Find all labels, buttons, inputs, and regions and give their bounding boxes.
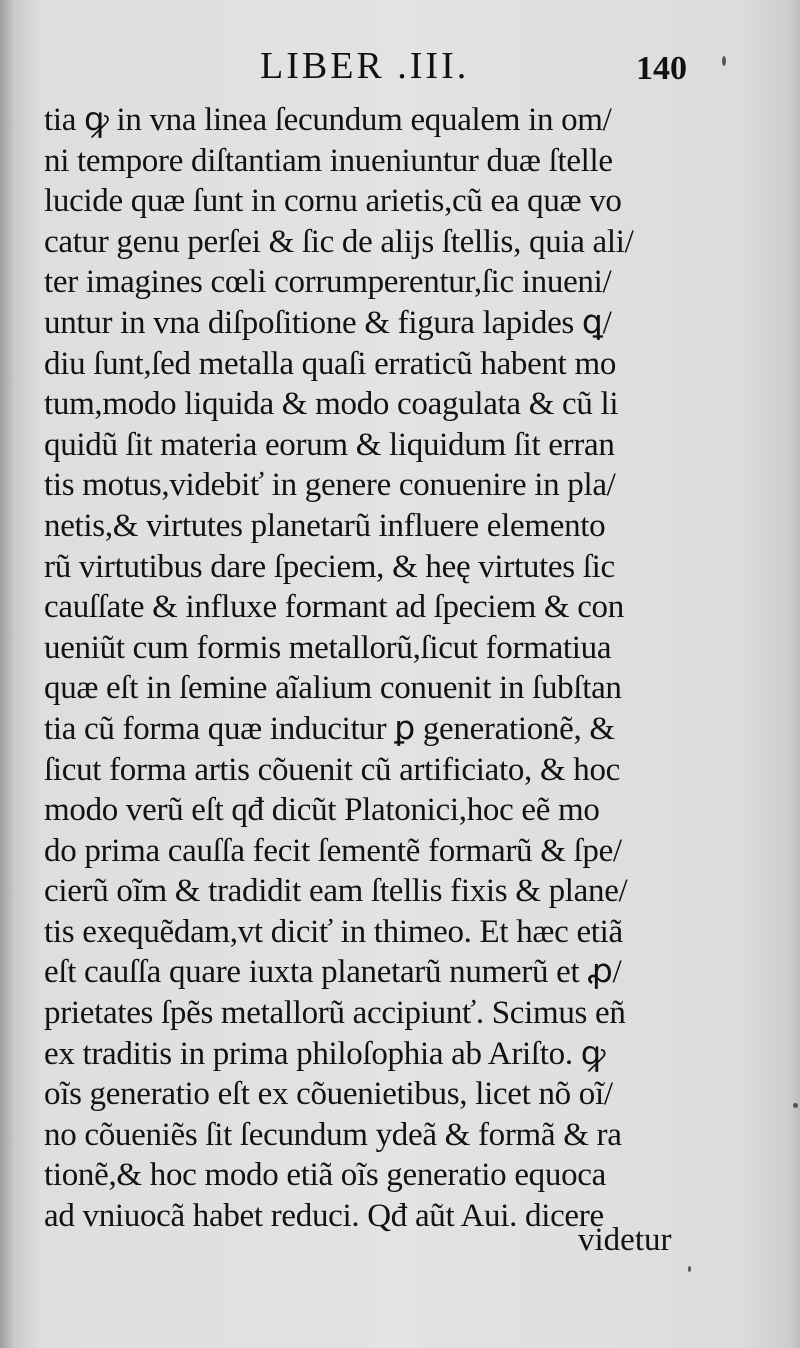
- text-line: netis,& virtutes planetarũ influere elemento: [44, 507, 606, 544]
- text-line: modo verũ eſt qđ dicũt Platonici,hoc eẽ mo: [44, 792, 600, 829]
- ink-speck: [688, 1266, 691, 1272]
- text-line: tia cũ forma quæ inducitur ꝑ generationẽ, &: [44, 710, 615, 747]
- text-line: ex traditis in prima philoſophia ab Ariſto. ꝙ: [44, 1035, 606, 1072]
- text-line: quæ eſt in ſemine aĩalium conuenit in ſubſtan: [44, 670, 622, 707]
- catchword: videtur: [578, 1222, 672, 1258]
- ink-speck: [722, 56, 726, 66]
- text-line: rũ virtutibus dare ſpeciem, & heę virtutes ſic: [44, 548, 615, 585]
- text-line: lucide quæ ſunt in cornu arietis,cũ ea quæ vo: [44, 183, 622, 220]
- text-line: tis motus,videbiť in genere conuenire in pla/: [44, 467, 616, 504]
- text-line: eſt cauſſa quare iuxta planetarũ numerũ et ꝓ/: [44, 954, 622, 991]
- text-line: diu ſunt,ſed metalla quaſi erraticũ habent mo: [44, 345, 617, 382]
- page-header: [0, 44, 800, 98]
- text-line: tum,modo liquida & modo coagulata & cũ li: [44, 386, 619, 423]
- text-line: quidũ ſit materia eorum & liquidum ſit erran: [44, 426, 615, 463]
- text-block: [44, 100, 700, 1237]
- text-line: no cõueniẽs ſit ſecundum ydeã & formã & ra: [44, 1116, 622, 1153]
- text-line: cierũ oĩm & tradidit eam ſtellis fixis & plane/: [44, 873, 628, 910]
- text-line: catur genu perſei & ſic de alijs ſtellis, quia ali/: [44, 223, 634, 260]
- text-line: prietates ſpẽs metallorũ accipiunť. Scimus eñ: [44, 995, 626, 1032]
- text-line: ni tempore diſtantiam inueniuntur duæ ſtelle: [44, 142, 613, 179]
- text-line: do prima cauſſa fecit ſementẽ formarũ & ſpe/: [44, 832, 622, 869]
- running-head: LIBER .III.: [260, 45, 470, 87]
- text-line: tia ꝙ in vna linea ſecundum equalem in om/: [44, 102, 612, 138]
- text-line: ueniũt cum formis metallorũ,ſicut formatiua: [44, 629, 612, 666]
- text-line: untur in vna diſpoſitione & figura lapides ꝗ/: [44, 304, 612, 341]
- text-line: ad vniuocã habet reduci. Qđ aũt Aui. dicere: [44, 1198, 604, 1235]
- text-line: ter imagines cœli corrumperentur,ſic inueni/: [44, 264, 612, 301]
- ink-speck: [793, 1103, 798, 1108]
- text-line: oĩs generatio eſt ex cõuenietibus, licet nõ oĩ/: [44, 1076, 613, 1113]
- folio-number: 140: [636, 50, 687, 87]
- text-line: tis exequẽdam,vt diciť in thimeo. Et hæc etiã: [44, 913, 623, 950]
- text-line: tionẽ,& hoc modo etiã oĩs generatio equoca: [44, 1157, 606, 1194]
- text-line: cauſſate & influxe formant ad ſpeciem & con: [44, 589, 624, 626]
- text-line: ſicut forma artis cõuenit cũ artificiato, & hoc: [44, 751, 621, 788]
